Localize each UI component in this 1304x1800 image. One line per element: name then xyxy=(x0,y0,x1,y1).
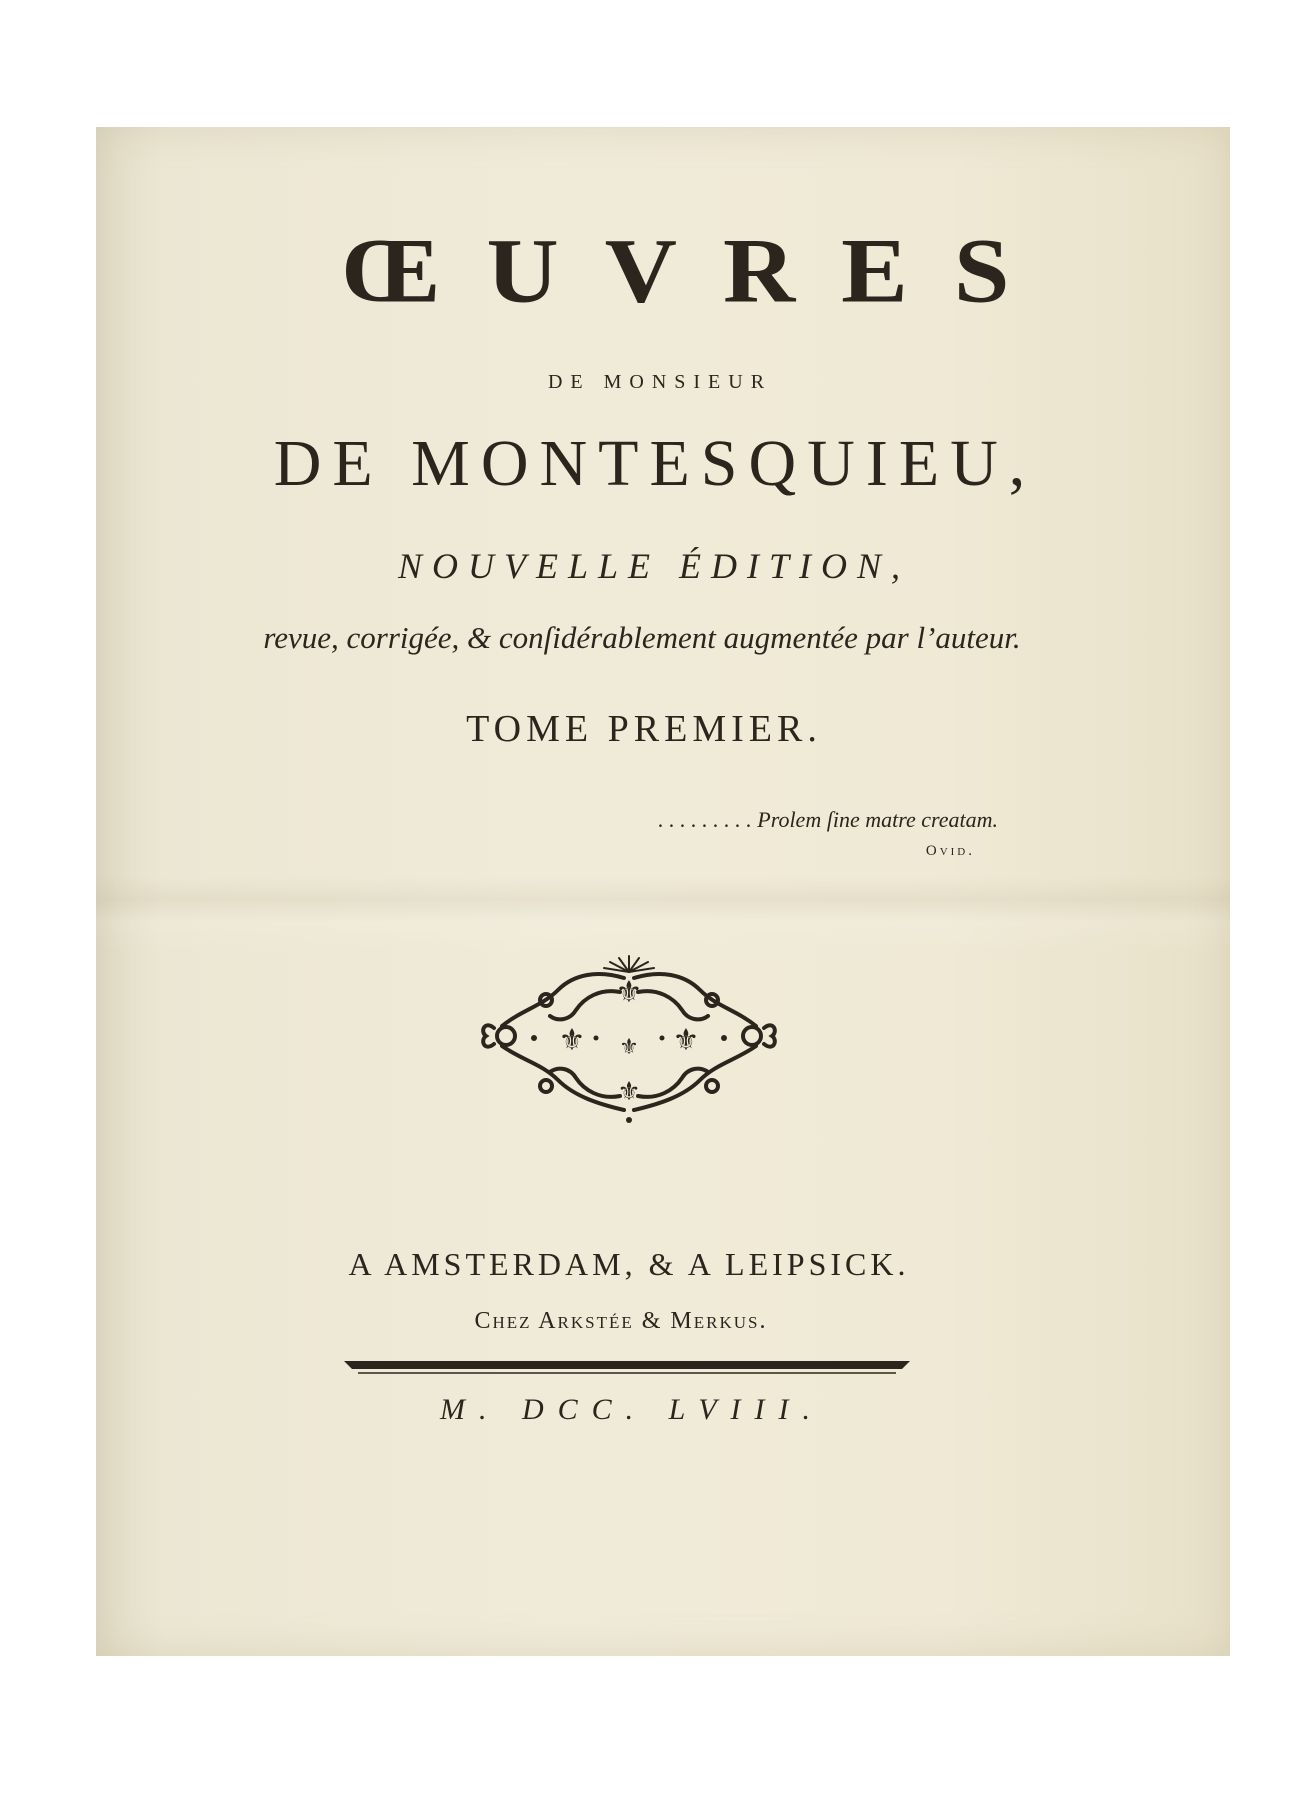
title-page xyxy=(96,127,1230,1656)
edition-note: revue, corrigée, & conſidérablement augmentée par l’auteur. xyxy=(263,620,1021,655)
fleur-de-lis-icon: ⚜ xyxy=(615,975,643,1010)
fleur-de-lis-icon: ⚜ xyxy=(672,1023,700,1058)
double-rule xyxy=(344,1361,910,1375)
imprint-publisher: Chez Arkstée & Merkus. xyxy=(474,1308,768,1334)
author-prefix: DE MONSIEUR xyxy=(547,371,773,393)
imprint-date: M. DCC. LVIII. xyxy=(439,1393,825,1426)
sunburst xyxy=(604,956,654,972)
printers-ornament xyxy=(476,950,782,1125)
epigraph-source: Ovid. xyxy=(925,843,975,859)
book-title: ŒUVRES xyxy=(340,219,1056,322)
imprint-place: A AMSTERDAM, & A LEIPSICK. xyxy=(348,1246,910,1282)
fleur-de-lis-icon: ⚜ xyxy=(617,1077,641,1107)
scroll-left xyxy=(483,974,624,1110)
epigraph: . . . . . . . . . Prolem ſine matre creatam. xyxy=(658,807,998,832)
scroll-right xyxy=(634,974,775,1110)
fleur-de-lis-icon: ⚜ xyxy=(619,1035,639,1060)
author-name: DE MONTESQUIEU, xyxy=(273,427,1037,500)
fleur-de-lis-icon: ⚜ xyxy=(558,1023,586,1058)
edition-heading: NOUVELLE ÉDITION, xyxy=(397,546,911,586)
volume-label: TOME PREMIER. xyxy=(466,708,822,750)
